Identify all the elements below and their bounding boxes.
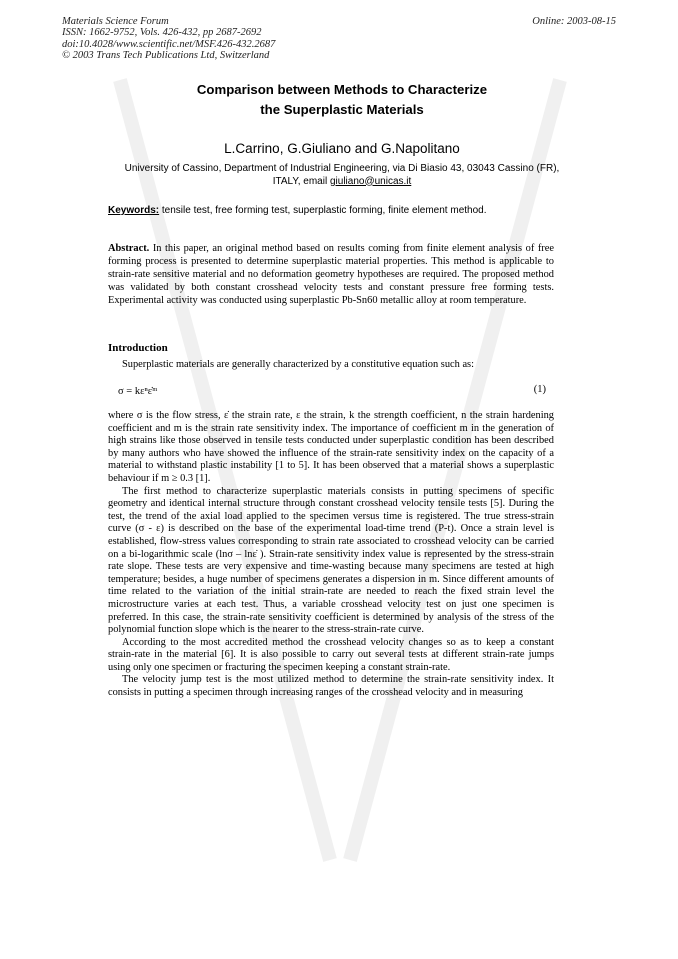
keywords-text: tensile test, free forming test, superplastic forming, finite element method. xyxy=(159,205,487,216)
paragraph: The first method to characterize superplastic materials consists in putting specimens of specific geometry and identical internal structure through constant crosshead velocity tensile tests [5]. During the test, the trend of the axial load applied to the specimen versus time is registered. The true stress-strain curve (σ - ε) is described on the base of the experimental load-time trend (P-t). Once a strain level is established, flow-stress values corresponding to strain rate associated to crosshead velocity can be carried on a bi-logarithmic scale (lnσ – lnε̇ ). Strain-rate sensitivity index value is represented by the stress-strain rate slope. These tests are very expensive and time-wasting because many specimens are tested at high temperature; besides, a huge number of specimens generates a dispersion in m. Since different amounts of time related to the variation of the initial strain-rate are needed to reach the fixed strain level the microstructure varies at each test. Thus, a variable crosshead velocity test on just one specimen is preferred. In this case, the strain-rate sensitivity coefficient is determined by analysis of the stress of the polynomial function slope which is the nearer to the stress-strain-rate curve. xyxy=(108,485,554,636)
journal-name: Materials Science Forum xyxy=(62,16,169,27)
paragraph: According to the most accredited method the crosshead velocity changes so as to keep a constant strain-rate in the material [6]. It is also possible to carry out several tests at different strain-rate jumps using only one specimen or fracturing the specimen keeping a constant strain-rate. xyxy=(108,636,554,673)
affiliation-country: ITALY, email xyxy=(272,175,330,187)
keywords xyxy=(108,205,487,216)
paragraph: The velocity jump test is the most utilized method to determine the strain-rate sensitivity index. It consists in putting a specimen through increasing ranges of the crosshead velocity and in measuring xyxy=(108,674,554,699)
abstract-label: Abstract. xyxy=(108,243,150,254)
authors: L.Carrino, G.Giuliano and G.Napolitano xyxy=(224,141,460,156)
abstract xyxy=(108,242,554,307)
equation: σ = kεⁿε̇ᵐ xyxy=(118,386,158,397)
body-paragraphs xyxy=(108,410,554,700)
paper-title-line-1: Comparison between Methods to Characterize xyxy=(196,82,488,97)
doi: doi:10.4028/www.scientific.net/MSF.426-432.2687 xyxy=(62,38,276,50)
affiliation xyxy=(100,163,584,188)
paper-title-line-2: the Superplastic Materials xyxy=(260,102,424,117)
paragraph: where σ is the flow stress, ε̇ the strain rate, ε the strain, k the strength coefficient, n the strain hardening coefficient and m is the strain rate sensitivity index. The importance of coefficient m in the generation of high strains like those observed in tensile tests conducted under superplastic condition has been described by many authors who have showed the influence of the strain-rate sensitivity index on the capacity of a material to withstand plastic instability [1 to 5]. It has been observed that a material shows a superplastic behaviour if m ≥ 0.3 [1]. xyxy=(108,410,554,484)
section-heading-introduction: Introduction xyxy=(108,342,168,354)
keywords-label: Keywords: xyxy=(108,205,160,216)
email-link[interactable]: giuliano@unicas.it xyxy=(329,175,412,187)
intro-sentence: Superplastic materials are generally characterized by a constitutive equation such as: xyxy=(122,359,474,370)
abstract-text: In this paper, an original method based on results coming from finite element analysis of free forming process is presented to determine superplastic material properties. This method is applicable to strain-rate sensitive material and no deformation geometry hypotheses are required. The proposed method was validated by both constant crosshead velocity tests and constant pressure free forming tests. Experimental activity was conducted using superplastic Pb-Sn60 metallic alloy at room temperature. xyxy=(108,243,554,306)
journal-metadata xyxy=(62,16,275,62)
affiliation-line-1: University of Cassino, Department of Industrial Engineering, via Di Biasio 43, 03043 Cassino (FR), xyxy=(124,163,560,174)
issn: ISSN: 1662-9752, Vols. 426-432, pp 2687-2692 xyxy=(62,27,262,39)
affiliation-line-2 xyxy=(100,176,584,189)
copyright: © 2003 Trans Tech Publications Ltd, Switzerland xyxy=(62,50,270,62)
equation-number: (1) xyxy=(533,384,546,395)
intro-sentence-block xyxy=(108,359,554,372)
online-date: Online: 2003-08-15 xyxy=(532,16,616,27)
